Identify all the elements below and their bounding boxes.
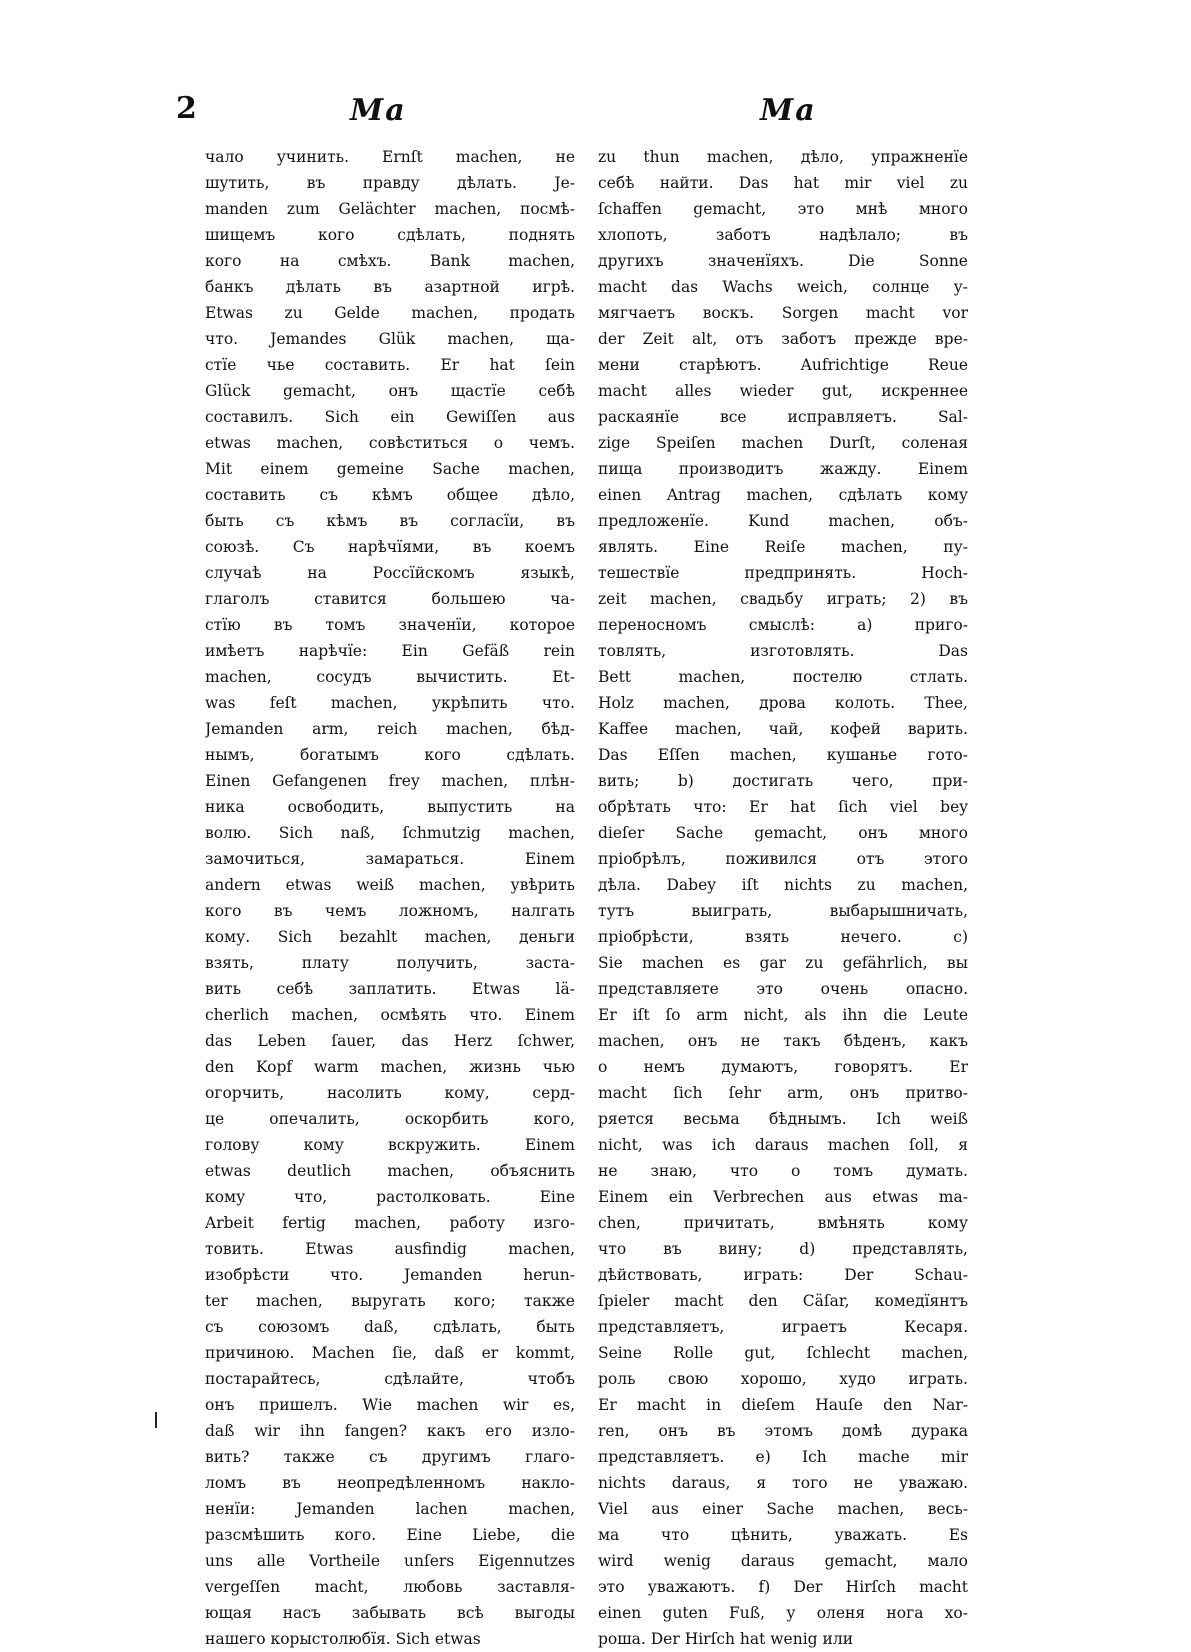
- text-line: взять, плату получить, заста-: [205, 954, 575, 972]
- text-line: являть. Eine Reiſe machen, пу-: [598, 538, 968, 556]
- text-line: Kaffee machen, чай, кофей варить.: [598, 720, 968, 738]
- text-line: was feſt machen, укрѣпить что.: [205, 694, 575, 712]
- text-line: прiобрѣлъ, поживился отъ этого: [598, 850, 968, 868]
- text-line: причиною. Machen ſie, daß er kommt,: [205, 1344, 575, 1362]
- text-line: Viel aus einer Sache machen, весь-: [598, 1500, 968, 1518]
- text-line: постарайтесь, сдѣлайте, чтобъ: [205, 1370, 575, 1388]
- text-line: роль свою хорошо, худо играть.: [598, 1370, 968, 1388]
- text-line: Sie machen es gar zu gefährlich, вы: [598, 954, 968, 972]
- text-line: zu thun machen, дѣло, упражненїе: [598, 148, 968, 166]
- text-line: товлять, изготовлять. Das: [598, 642, 968, 660]
- text-line: вить себѣ заплатить. Etwas lä-: [205, 980, 575, 998]
- text-line: замочиться, замараться. Einem: [205, 850, 575, 868]
- text-line: ряется весьма бѣднымъ. Ich weiß: [598, 1110, 968, 1128]
- text-line: einen Antrag machen, сдѣлать кому: [598, 486, 968, 504]
- text-line: дѣла. Dabey iſt nichts zu machen,: [598, 876, 968, 894]
- text-line: вить; b) достигать чего, при-: [598, 772, 968, 790]
- text-line: составилъ. Sich ein Gewiſſen aus: [205, 408, 575, 426]
- text-line: etwas deutlich machen, объяснить: [205, 1162, 575, 1180]
- text-line: дѣйствовать, играть: Der Schau-: [598, 1266, 968, 1284]
- text-line: шутить, въ правду дѣлать. Je-: [205, 174, 575, 192]
- text-line: macht alles wieder gut, искреннее: [598, 382, 968, 400]
- text-line: изобрѣсти что. Jemanden herun-: [205, 1266, 575, 1284]
- text-line: uns alle Vortheile unſers Eigennutzes: [205, 1552, 575, 1570]
- text-line: andern etwas weiß machen, увѣрить: [205, 876, 575, 894]
- text-line: Mit einem gemeine Sache machen,: [205, 460, 575, 478]
- text-line: ненїи: Jemanden lachen machen,: [205, 1500, 575, 1518]
- text-line: ren, онъ въ этомъ домѣ дурака: [598, 1422, 968, 1440]
- text-line: это уважаютъ. f) Der Hirſch macht: [598, 1578, 968, 1596]
- text-line: vergeſſen macht, любовь заставля-: [205, 1578, 575, 1596]
- text-line: Arbeit fertig machen, работу изго-: [205, 1214, 575, 1232]
- text-line: ника освободить, выпустить на: [205, 798, 575, 816]
- text-line: глаголъ ставится большею ча-: [205, 590, 575, 608]
- text-line: что въ вину; d) представлять,: [598, 1240, 968, 1258]
- text-line: zige Speiſen machen Durſt, соленая: [598, 434, 968, 452]
- text-line: тутъ выиграть, выбарышничать,: [598, 902, 968, 920]
- text-line: Etwas zu Gelde machen, продать: [205, 304, 575, 322]
- text-line: представляетъ, играетъ Кесаря.: [598, 1318, 968, 1336]
- text-line: Seine Rolle gut, ſchlecht machen,: [598, 1344, 968, 1362]
- text-line: голову кому вскружить. Einem: [205, 1136, 575, 1154]
- text-line: не знаю, что о томъ думать.: [598, 1162, 968, 1180]
- text-line: Er iſt ſo arm nicht, als ihn die Leute: [598, 1006, 968, 1024]
- text-line: etwas machen, совѣститься о чемъ.: [205, 434, 575, 452]
- text-line: волю. Sich naß, ſchmutzig machen,: [205, 824, 575, 842]
- text-line: мягчаетъ воскъ. Sorgen macht vor: [598, 304, 968, 322]
- text-line: шищемъ кого сдѣлать, поднять: [205, 226, 575, 244]
- text-line: чало учинить. Ernſt machen, не: [205, 148, 575, 166]
- text-line: Einen Gefangenen frey machen, плѣн-: [205, 772, 575, 790]
- text-line: пища производитъ жажду. Einem: [598, 460, 968, 478]
- text-line: нашего корыстолюбїя. Sich etwas: [205, 1630, 481, 1648]
- text-line: ſpieler macht den Cäſar, комедїянтъ: [598, 1292, 968, 1310]
- text-line: den Kopf warm machen, жизнь чью: [205, 1058, 575, 1076]
- text-line: dieſer Sache gemacht, онъ много: [598, 824, 968, 842]
- text-line: macht ſich ſehr arm, онъ притво-: [598, 1084, 968, 1102]
- text-line: представляете это очень опасно.: [598, 980, 968, 998]
- text-line: о немъ думаютъ, говорятъ. Er: [598, 1058, 968, 1076]
- text-line: мени старѣютъ. Aufrichtige Reue: [598, 356, 968, 374]
- text-line: nicht, was ich daraus machen ſoll, я: [598, 1136, 968, 1154]
- text-line: обрѣтать что: Er hat ſich viel bey: [598, 798, 968, 816]
- text-line: ющая насъ забывать всѣ выгоды: [205, 1604, 575, 1622]
- text-line: Jemanden arm, reich machen, бѣд-: [205, 720, 575, 738]
- text-line: другихъ значенїяхъ. Die Sonne: [598, 252, 968, 270]
- text-line: кого въ чемъ ложномъ, налгать: [205, 902, 575, 920]
- text-line: cherlich machen, осмѣять что. Einem: [205, 1006, 575, 1024]
- text-line: machen, сосудъ вычистить. Et-: [205, 668, 575, 686]
- text-line: быть съ кѣмъ въ согласїи, въ: [205, 512, 575, 530]
- running-head-right: Ma: [760, 93, 817, 128]
- left-text-column: [205, 144, 575, 1652]
- text-line: zeit machen, свадьбу играть; 2) въ: [598, 590, 968, 608]
- text-line: случаѣ на Россїйскомъ языкѣ,: [205, 564, 575, 582]
- text-line: Bett machen, постелю стлать.: [598, 668, 968, 686]
- text-line: ломъ въ неопредѣленномъ наклo-: [205, 1474, 575, 1492]
- text-line: разсмѣшить кого. Eine Liebe, die: [205, 1526, 575, 1544]
- margin-mark: [155, 1412, 157, 1428]
- text-line: кому. Sich bezahlt machen, деньги: [205, 928, 575, 946]
- text-line: ма что цѣнить, уважать. Es: [598, 1526, 968, 1544]
- text-line: банкъ дѣлать въ азартной игрѣ.: [205, 278, 575, 296]
- text-line: имѣетъ нарѣчїе: Ein Gefäß rein: [205, 642, 575, 660]
- text-line: хлопоть, заботъ надѣлало; въ: [598, 226, 968, 244]
- text-line: переносномъ смыслѣ: a) приго-: [598, 616, 968, 634]
- text-line: Einem ein Verbrechen aus etwas ma-: [598, 1188, 968, 1206]
- text-line: machen, онъ не такъ бѣденъ, какъ: [598, 1032, 968, 1050]
- text-line: wird wenig daraus gemacht, мало: [598, 1552, 968, 1570]
- text-line: ſchaffen gemacht, это мнѣ много: [598, 200, 968, 218]
- text-line: Glück gemacht, онъ щастїе себѣ: [205, 382, 575, 400]
- text-line: кому что, растолковать. Eine: [205, 1188, 575, 1206]
- text-line: раскаянїе все исправляетъ. Sal-: [598, 408, 968, 426]
- text-line: огорчить, насолить кому, серд-: [205, 1084, 575, 1102]
- text-line: das Leben ſauer, das Herz ſchwer,: [205, 1032, 575, 1050]
- text-line: себѣ найти. Das hat mir viel zu: [598, 174, 968, 192]
- text-line: вить? также съ другимъ глаго-: [205, 1448, 575, 1466]
- text-line: союзѣ. Съ нарѣчїями, въ коемъ: [205, 538, 575, 556]
- text-line: товить. Etwas ausfindig machen,: [205, 1240, 575, 1258]
- text-line: chen, причитать, вмѣнять кому: [598, 1214, 968, 1232]
- running-head-left: Ma: [350, 93, 407, 128]
- text-line: съ союзомъ daß, сдѣлать, быть: [205, 1318, 575, 1336]
- text-line: Er macht in dieſem Hauſe den Nar-: [598, 1396, 968, 1414]
- text-line: Das Eſſen machen, кушанье гото-: [598, 746, 968, 764]
- text-line: тешествїе предпринять. Hoch-: [598, 564, 968, 582]
- text-line: составить съ кѣмъ общее дѣло,: [205, 486, 575, 504]
- text-line: стїю въ томъ значенїи, которое: [205, 616, 575, 634]
- text-line: нымъ, богатымъ кого сдѣлать.: [205, 746, 575, 764]
- text-line: предложенїе. Kund machen, объ-: [598, 512, 968, 530]
- right-text-column: [598, 144, 968, 1652]
- text-line: der Zeit alt, отъ заботъ прежде вре-: [598, 330, 968, 348]
- text-line: роша. Der Hirſch hat wenig или: [598, 1630, 854, 1648]
- text-line: nichts daraus, я того не уважаю.: [598, 1474, 968, 1492]
- text-line: daß wir ihn fangen? какъ его изло-: [205, 1422, 575, 1440]
- text-line: онъ пришелъ. Wie machen wir es,: [205, 1396, 575, 1414]
- text-line: представляетъ. e) Ich mache mir: [598, 1448, 968, 1466]
- text-line: что. Jemandes Glük machen, ща-: [205, 330, 575, 348]
- page-number: 2: [176, 91, 197, 126]
- text-line: einen guten Fuß, у оленя нога хо-: [598, 1604, 968, 1622]
- text-line: ter machen, выругать кого; также: [205, 1292, 575, 1310]
- text-line: стїе чье составить. Er hat ſein: [205, 356, 575, 374]
- text-line: macht das Wachs weich, солнце у-: [598, 278, 968, 296]
- text-line: кого на смѣхъ. Bank machen,: [205, 252, 575, 270]
- text-line: manden zum Gelächter machen, посмѣ-: [205, 200, 575, 218]
- text-line: це опечалить, оскорбить кого,: [205, 1110, 575, 1128]
- text-line: прiобрѣсти, взять нечего. c): [598, 928, 968, 946]
- text-line: Holz machen, дрова колоть. Thee,: [598, 694, 968, 712]
